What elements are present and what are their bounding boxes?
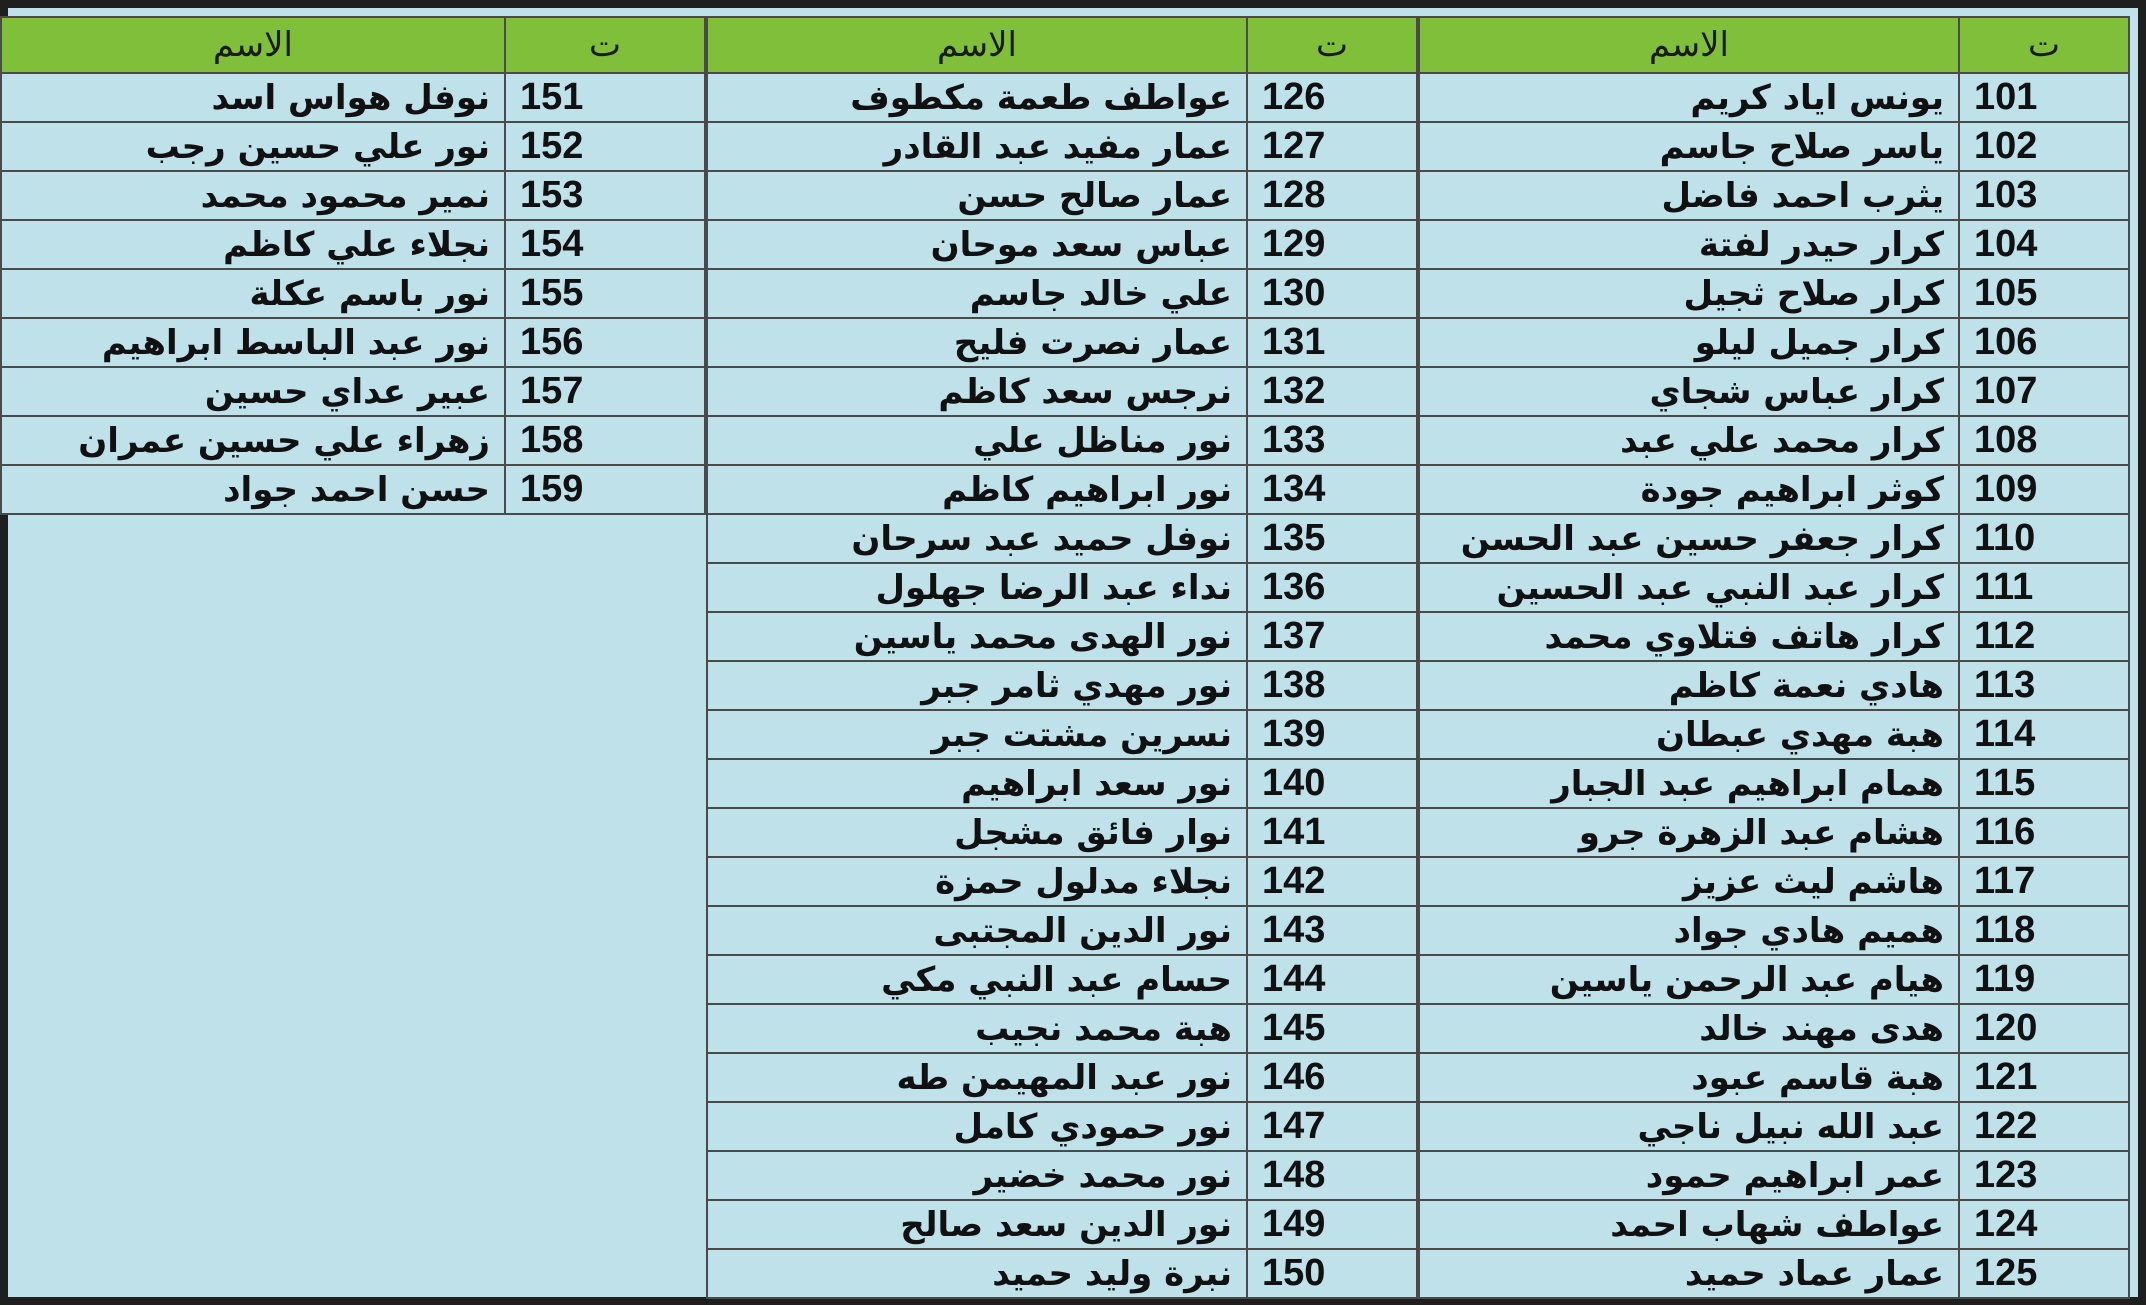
table-row: [1419, 710, 2129, 759]
student-name: نرجس سعد كاظم: [707, 367, 1247, 416]
table-block-101-125: [1418, 16, 2130, 1299]
table-row: [1, 416, 705, 465]
table-row: [1, 465, 705, 514]
table-row: [707, 269, 1417, 318]
table-row: [707, 1200, 1417, 1249]
table-row: [707, 171, 1417, 220]
table-row: [707, 318, 1417, 367]
row-number: 113: [1959, 661, 2129, 710]
student-name: هدى مهند خالد: [1419, 1004, 1959, 1053]
table-row: [1419, 857, 2129, 906]
row-number: 134: [1247, 465, 1417, 514]
header-row: [1419, 17, 2129, 73]
student-name: همام ابراهيم عبد الجبار: [1419, 759, 1959, 808]
student-name: عبد الله نبيل ناجي: [1419, 1102, 1959, 1151]
student-name: عمر ابراهيم حمود: [1419, 1151, 1959, 1200]
student-name: نوار فائق مشجل: [707, 808, 1247, 857]
student-name: كرار حيدر لفتة: [1419, 220, 1959, 269]
row-number: 122: [1959, 1102, 2129, 1151]
table-row: [707, 759, 1417, 808]
student-name: كرار محمد علي عبد: [1419, 416, 1959, 465]
table-row: [707, 1102, 1417, 1151]
student-name: زهراء علي حسين عمران: [1, 416, 505, 465]
row-number: 120: [1959, 1004, 2129, 1053]
table-row: [707, 122, 1417, 171]
table-row: [1419, 563, 2129, 612]
row-number: 129: [1247, 220, 1417, 269]
row-number: 105: [1959, 269, 2129, 318]
row-number: 156: [505, 318, 705, 367]
student-name: كرار هاتف فتلاوي محمد: [1419, 612, 1959, 661]
row-number: 117: [1959, 857, 2129, 906]
student-name: هشام عبد الزهرة جرو: [1419, 808, 1959, 857]
row-number: 150: [1247, 1249, 1417, 1298]
row-number: 153: [505, 171, 705, 220]
student-name: عمار عماد حميد: [1419, 1249, 1959, 1298]
header-row: [1, 17, 705, 73]
student-name: نداء عبد الرضا جهلول: [707, 563, 1247, 612]
table-row: [1419, 759, 2129, 808]
table-row: [1, 171, 705, 220]
table-row: [1419, 612, 2129, 661]
row-number: 103: [1959, 171, 2129, 220]
student-name: ياسر صلاح جاسم: [1419, 122, 1959, 171]
table-row: [707, 661, 1417, 710]
table-row: [707, 1249, 1417, 1298]
row-number: 121: [1959, 1053, 2129, 1102]
table-row: [707, 808, 1417, 857]
row-number: 118: [1959, 906, 2129, 955]
table-row: [1419, 1102, 2129, 1151]
student-name: نوفل حميد عبد سرحان: [707, 514, 1247, 563]
row-number: 140: [1247, 759, 1417, 808]
student-name: هيام عبد الرحمن ياسين: [1419, 955, 1959, 1004]
row-number: 149: [1247, 1200, 1417, 1249]
row-number: 107: [1959, 367, 2129, 416]
table-row: [1419, 367, 2129, 416]
row-number: 135: [1247, 514, 1417, 563]
row-number: 137: [1247, 612, 1417, 661]
table-row: [1419, 661, 2129, 710]
table-row: [1, 269, 705, 318]
table-row: [707, 612, 1417, 661]
student-name: نجلاء علي كاظم: [1, 220, 505, 269]
header-row: [707, 17, 1417, 73]
table-row: [1419, 1249, 2129, 1298]
row-number: 159: [505, 465, 705, 514]
row-number: 143: [1247, 906, 1417, 955]
row-number: 136: [1247, 563, 1417, 612]
student-name: عمار صالح حسن: [707, 171, 1247, 220]
table-block-126-150: [706, 16, 1418, 1299]
row-number: 125: [1959, 1249, 2129, 1298]
table-row: [707, 514, 1417, 563]
row-number: 133: [1247, 416, 1417, 465]
student-name: كرار عباس شجاي: [1419, 367, 1959, 416]
table-row: [1, 367, 705, 416]
student-name: عواطف طعمة مكطوف: [707, 73, 1247, 122]
row-number: 126: [1247, 73, 1417, 122]
table-row: [1, 220, 705, 269]
column-header-number: ت: [1247, 17, 1417, 73]
row-number: 104: [1959, 220, 2129, 269]
table-row: [707, 857, 1417, 906]
table-row: [1419, 171, 2129, 220]
row-number: 127: [1247, 122, 1417, 171]
student-name: نبرة وليد حميد: [707, 1249, 1247, 1298]
student-name: نور ابراهيم كاظم: [707, 465, 1247, 514]
student-name: عمار نصرت فليح: [707, 318, 1247, 367]
table-row: [1, 318, 705, 367]
table-row: [1419, 465, 2129, 514]
student-name: نور عبد المهيمن طه: [707, 1053, 1247, 1102]
student-name: نور مهدي ثامر جبر: [707, 661, 1247, 710]
row-number: 157: [505, 367, 705, 416]
row-number: 123: [1959, 1151, 2129, 1200]
table-row: [707, 710, 1417, 759]
table-row: [1419, 514, 2129, 563]
row-number: 108: [1959, 416, 2129, 465]
table-row: [707, 1004, 1417, 1053]
table-block-151-159: [0, 16, 706, 515]
row-number: 138: [1247, 661, 1417, 710]
row-number: 131: [1247, 318, 1417, 367]
row-number: 132: [1247, 367, 1417, 416]
student-name: نور الدين المجتبى: [707, 906, 1247, 955]
row-number: 101: [1959, 73, 2129, 122]
student-name: نور سعد ابراهيم: [707, 759, 1247, 808]
student-name: هاشم ليث عزيز: [1419, 857, 1959, 906]
student-name: هبة مهدي عبطان: [1419, 710, 1959, 759]
table-row: [707, 563, 1417, 612]
student-name: عباس سعد موحان: [707, 220, 1247, 269]
table-row: [707, 1053, 1417, 1102]
column-header-number: ت: [1959, 17, 2129, 73]
row-number: 154: [505, 220, 705, 269]
table-row: [707, 416, 1417, 465]
row-number: 124: [1959, 1200, 2129, 1249]
row-number: 109: [1959, 465, 2129, 514]
student-name: هبة محمد نجيب: [707, 1004, 1247, 1053]
student-name: نور عبد الباسط ابراهيم: [1, 318, 505, 367]
student-name: حسن احمد جواد: [1, 465, 505, 514]
table-row: [707, 73, 1417, 122]
table-row: [1419, 416, 2129, 465]
row-number: 141: [1247, 808, 1417, 857]
student-name: نجلاء مدلول حمزة: [707, 857, 1247, 906]
table-row: [1419, 808, 2129, 857]
student-name: عمار مفيد عبد القادر: [707, 122, 1247, 171]
student-name: نمير محمود محمد: [1, 171, 505, 220]
table-row: [1419, 1004, 2129, 1053]
table-row: [1, 122, 705, 171]
table-row: [1419, 1151, 2129, 1200]
row-number: 148: [1247, 1151, 1417, 1200]
student-name: نور باسم عكلة: [1, 269, 505, 318]
column-header-name: الاسم: [1419, 17, 1959, 73]
row-number: 147: [1247, 1102, 1417, 1151]
student-name: عبير عداي حسين: [1, 367, 505, 416]
student-name: كرار جميل ليلو: [1419, 318, 1959, 367]
student-name: نسرين مشتت جبر: [707, 710, 1247, 759]
table-row: [1419, 1200, 2129, 1249]
student-name: هميم هادي جواد: [1419, 906, 1959, 955]
student-name: حسام عبد النبي مكي: [707, 955, 1247, 1004]
row-number: 152: [505, 122, 705, 171]
row-number: 139: [1247, 710, 1417, 759]
column-header-name: الاسم: [1, 17, 505, 73]
row-number: 106: [1959, 318, 2129, 367]
table-row: [707, 906, 1417, 955]
student-name: نوفل هواس اسد: [1, 73, 505, 122]
student-name: نور محمد خضير: [707, 1151, 1247, 1200]
column-header-name: الاسم: [707, 17, 1247, 73]
row-number: 158: [505, 416, 705, 465]
student-name: هادي نعمة كاظم: [1419, 661, 1959, 710]
table-row: [1419, 73, 2129, 122]
row-number: 110: [1959, 514, 2129, 563]
student-name: نور الهدى محمد ياسين: [707, 612, 1247, 661]
table-row: [707, 220, 1417, 269]
table-row: [1, 73, 705, 122]
table-row: [707, 367, 1417, 416]
student-name: يونس اياد كريم: [1419, 73, 1959, 122]
student-name: كرار عبد النبي عبد الحسين: [1419, 563, 1959, 612]
student-name: نور حمودي كامل: [707, 1102, 1247, 1151]
row-number: 145: [1247, 1004, 1417, 1053]
student-name: نور مناظل علي: [707, 416, 1247, 465]
table-row: [1419, 269, 2129, 318]
student-name: عواطف شهاب احمد: [1419, 1200, 1959, 1249]
column-header-number: ت: [505, 17, 705, 73]
student-name: كرار صلاح ثجيل: [1419, 269, 1959, 318]
row-number: 155: [505, 269, 705, 318]
row-number: 151: [505, 73, 705, 122]
student-name: نور علي حسين رجب: [1, 122, 505, 171]
student-name: هبة قاسم عبود: [1419, 1053, 1959, 1102]
table-row: [1419, 955, 2129, 1004]
student-name: علي خالد جاسم: [707, 269, 1247, 318]
row-number: 116: [1959, 808, 2129, 857]
row-number: 111: [1959, 563, 2129, 612]
table-row: [1419, 220, 2129, 269]
student-name: كوثر ابراهيم جودة: [1419, 465, 1959, 514]
row-number: 102: [1959, 122, 2129, 171]
row-number: 142: [1247, 857, 1417, 906]
row-number: 130: [1247, 269, 1417, 318]
row-number: 119: [1959, 955, 2129, 1004]
student-name: نور الدين سعد صالح: [707, 1200, 1247, 1249]
table-row: [1419, 1053, 2129, 1102]
row-number: 128: [1247, 171, 1417, 220]
table-row: [1419, 318, 2129, 367]
row-number: 112: [1959, 612, 2129, 661]
table-row: [707, 465, 1417, 514]
table-row: [707, 1151, 1417, 1200]
row-number: 146: [1247, 1053, 1417, 1102]
table-row: [707, 955, 1417, 1004]
row-number: 114: [1959, 710, 2129, 759]
student-name: كرار جعفر حسين عبد الحسن: [1419, 514, 1959, 563]
row-number: 115: [1959, 759, 2129, 808]
table-row: [1419, 122, 2129, 171]
row-number: 144: [1247, 955, 1417, 1004]
student-name: يثرب احمد فاضل: [1419, 171, 1959, 220]
table-row: [1419, 906, 2129, 955]
